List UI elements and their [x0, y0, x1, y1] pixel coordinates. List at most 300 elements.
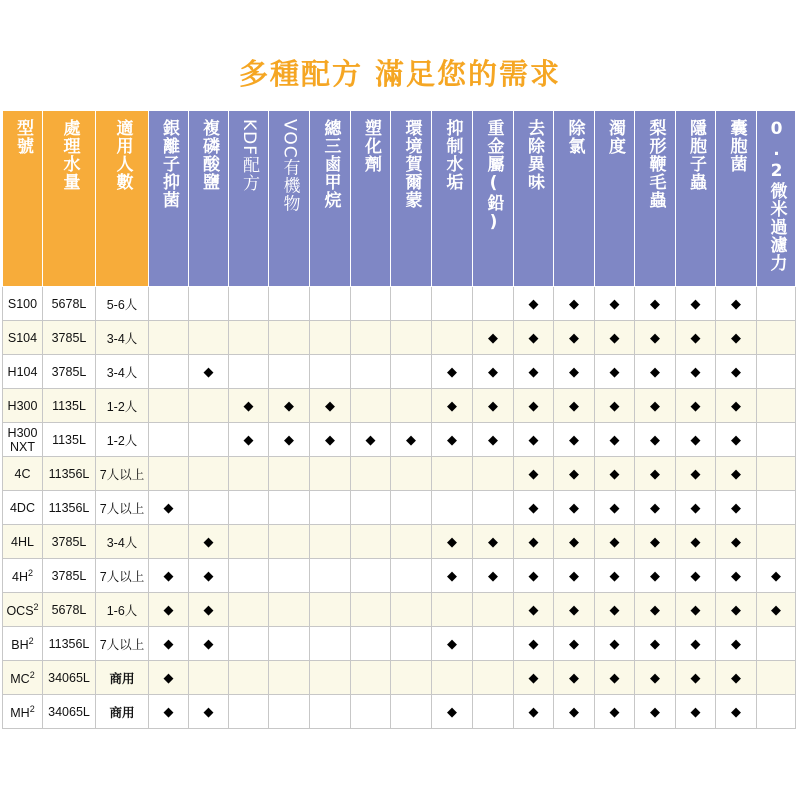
- header-feature: 銀離子抑菌: [149, 111, 189, 287]
- header-feature: 濁度: [595, 111, 635, 287]
- model-cell: S104: [3, 321, 43, 355]
- feature-cell: [514, 457, 554, 491]
- diamond-icon: ◆: [569, 601, 579, 617]
- feature-cell: [676, 457, 716, 491]
- feature-cell: [595, 321, 635, 355]
- diamond-icon: ◆: [650, 635, 660, 651]
- diamond-icon: ◆: [569, 465, 579, 481]
- feature-cell: [310, 389, 351, 423]
- feature-cell: [149, 457, 189, 491]
- feature-cell: [432, 491, 473, 525]
- diamond-icon: ◆: [690, 363, 701, 379]
- feature-cell: [391, 355, 432, 389]
- feature-cell: [676, 559, 716, 593]
- capacity-cell: 11356L: [43, 457, 96, 491]
- table-row: [3, 627, 796, 661]
- diamond-icon: ◆: [731, 533, 741, 549]
- diamond-icon: ◆: [690, 703, 701, 719]
- people-cell: 1-2人: [96, 423, 149, 457]
- capacity-cell: 3785L: [43, 321, 96, 355]
- page-title: 多種配方 滿足您的需求: [238, 57, 562, 91]
- diamond-icon: ◆: [609, 499, 620, 515]
- feature-cell: [635, 355, 676, 389]
- diamond-icon: ◆: [528, 295, 539, 311]
- feature-cell: [351, 593, 391, 627]
- feature-cell: [149, 389, 189, 423]
- feature-cell: [635, 661, 676, 695]
- feature-cell: [149, 593, 189, 627]
- diamond-icon: ◆: [528, 601, 539, 617]
- diamond-icon: ◆: [609, 669, 620, 685]
- people-cell: 商用: [96, 661, 149, 695]
- feature-cell: [716, 321, 757, 355]
- feature-cell: [351, 389, 391, 423]
- diamond-icon: ◆: [609, 601, 620, 617]
- people-cell: 1-2人: [96, 389, 149, 423]
- feature-cell: [514, 389, 554, 423]
- header-feature: 環境賀爾蒙: [391, 111, 432, 287]
- feature-cell: [635, 287, 676, 321]
- feature-cell: [351, 355, 391, 389]
- model-cell: S100: [3, 287, 43, 321]
- table-row: [3, 355, 796, 389]
- feature-cell: [310, 661, 351, 695]
- feature-cell: [189, 355, 229, 389]
- diamond-icon: ◆: [731, 329, 741, 345]
- feature-cell: [514, 559, 554, 593]
- header-feature: 總三鹵甲烷: [310, 111, 351, 287]
- people-cell: 3-4人: [96, 321, 149, 355]
- model-cell: 4C: [3, 457, 43, 491]
- feature-cell: [229, 287, 269, 321]
- diamond-icon: ◆: [609, 431, 620, 447]
- feature-cell: [189, 593, 229, 627]
- feature-cell: [229, 559, 269, 593]
- feature-cell: [432, 525, 473, 559]
- model-cell: H300 NXT: [3, 423, 43, 457]
- header-feature: 隱胞子蟲: [676, 111, 716, 287]
- feature-cell: [473, 593, 514, 627]
- feature-cell: [716, 559, 757, 593]
- feature-cell: [554, 355, 595, 389]
- header-feature: 抑制水垢: [432, 111, 473, 287]
- diamond-icon: ◆: [650, 295, 660, 311]
- feature-cell: [310, 695, 351, 729]
- feature-cell: [635, 321, 676, 355]
- feature-cell: [391, 287, 432, 321]
- diamond-icon: ◆: [650, 567, 660, 583]
- diamond-icon: ◆: [771, 567, 781, 583]
- feature-cell: [635, 559, 676, 593]
- feature-cell: [757, 423, 796, 457]
- table-row: [3, 491, 796, 525]
- diamond-icon: ◆: [731, 669, 741, 685]
- diamond-icon: ◆: [325, 431, 335, 447]
- feature-cell: [269, 627, 310, 661]
- feature-cell: [229, 389, 269, 423]
- table-row: [3, 389, 796, 423]
- feature-cell: [229, 593, 269, 627]
- table-row: [3, 593, 796, 627]
- model-cell: 4HL: [3, 525, 43, 559]
- diamond-icon: ◆: [569, 431, 579, 447]
- feature-cell: [595, 355, 635, 389]
- diamond-icon: ◆: [528, 669, 539, 685]
- diamond-icon: ◆: [447, 635, 457, 651]
- diamond-icon: ◆: [569, 363, 579, 379]
- feature-cell: [432, 559, 473, 593]
- feature-cell: [229, 695, 269, 729]
- feature-cell: [391, 593, 432, 627]
- diamond-icon: ◆: [650, 397, 660, 413]
- diamond-icon: ◆: [690, 533, 701, 549]
- feature-cell: [595, 661, 635, 695]
- feature-cell: [635, 389, 676, 423]
- feature-cell: [757, 491, 796, 525]
- feature-cell: [269, 321, 310, 355]
- diamond-icon: ◆: [569, 669, 579, 685]
- feature-cell: [757, 525, 796, 559]
- feature-cell: [554, 593, 595, 627]
- feature-cell: [432, 661, 473, 695]
- diamond-icon: ◆: [690, 329, 701, 345]
- diamond-icon: ◆: [488, 533, 498, 549]
- diamond-icon: ◆: [528, 567, 539, 583]
- feature-cell: [391, 695, 432, 729]
- feature-cell: [351, 627, 391, 661]
- diamond-icon: ◆: [488, 431, 498, 447]
- feature-cell: [554, 287, 595, 321]
- diamond-icon: ◆: [528, 703, 539, 719]
- feature-cell: [351, 695, 391, 729]
- table-row: [3, 423, 796, 457]
- feature-cell: [391, 559, 432, 593]
- table-body: [3, 287, 796, 729]
- table-row: [3, 457, 796, 491]
- diamond-icon: ◆: [406, 431, 416, 447]
- diamond-icon: ◆: [731, 431, 741, 447]
- diamond-icon: ◆: [365, 431, 376, 447]
- feature-cell: [391, 389, 432, 423]
- feature-cell: [595, 695, 635, 729]
- feature-cell: [716, 389, 757, 423]
- feature-cell: [595, 559, 635, 593]
- capacity-cell: 34065L: [43, 695, 96, 729]
- diamond-icon: ◆: [447, 533, 457, 549]
- feature-cell: [473, 695, 514, 729]
- feature-cell: [757, 627, 796, 661]
- feature-cell: [391, 321, 432, 355]
- feature-cell: [189, 287, 229, 321]
- feature-cell: [473, 491, 514, 525]
- feature-cell: [269, 593, 310, 627]
- feature-cell: [229, 457, 269, 491]
- feature-cell: [554, 457, 595, 491]
- feature-cell: [473, 525, 514, 559]
- feature-cell: [473, 559, 514, 593]
- table-row: [3, 525, 796, 559]
- diamond-icon: ◆: [488, 397, 498, 413]
- diamond-icon: ◆: [650, 703, 660, 719]
- feature-cell: [595, 525, 635, 559]
- header-feature: 塑化劑: [351, 111, 391, 287]
- table-row: [3, 321, 796, 355]
- feature-cell: [716, 627, 757, 661]
- diamond-icon: ◆: [690, 669, 701, 685]
- people-cell: 1-6人: [96, 593, 149, 627]
- feature-cell: [432, 389, 473, 423]
- model-cell: $MH^2$: [3, 695, 43, 729]
- feature-cell: [757, 457, 796, 491]
- feature-cell: [229, 661, 269, 695]
- feature-cell: [757, 355, 796, 389]
- feature-cell: [391, 525, 432, 559]
- diamond-icon: ◆: [569, 329, 579, 345]
- diamond-icon: ◆: [528, 465, 539, 481]
- feature-cell: [269, 525, 310, 559]
- feature-cell: [310, 423, 351, 457]
- feature-cell: [189, 423, 229, 457]
- feature-cell: [716, 661, 757, 695]
- header-feature: 複磷酸鹽: [189, 111, 229, 287]
- header-capacity: 處理水量: [43, 111, 96, 287]
- feature-cell: [757, 287, 796, 321]
- feature-cell: [554, 525, 595, 559]
- diamond-icon: ◆: [203, 363, 214, 379]
- diamond-icon: ◆: [609, 703, 620, 719]
- feature-cell: [716, 287, 757, 321]
- diamond-icon: ◆: [650, 431, 660, 447]
- header-feature: KDF配方: [229, 111, 269, 287]
- diamond-icon: ◆: [650, 329, 660, 345]
- feature-cell: [635, 525, 676, 559]
- diamond-icon: ◆: [569, 397, 579, 413]
- diamond-icon: ◆: [569, 703, 579, 719]
- feature-cell: [757, 661, 796, 695]
- diamond-icon: ◆: [163, 567, 174, 583]
- header-model: 型號: [3, 111, 43, 287]
- diamond-icon: ◆: [731, 635, 741, 651]
- feature-cell: [189, 525, 229, 559]
- people-cell: 7人以上: [96, 559, 149, 593]
- diamond-icon: ◆: [447, 567, 457, 583]
- feature-cell: [595, 389, 635, 423]
- feature-cell: [676, 321, 716, 355]
- feature-cell: [310, 525, 351, 559]
- feature-cell: [269, 389, 310, 423]
- diamond-icon: ◆: [447, 397, 457, 413]
- diamond-icon: ◆: [731, 567, 741, 583]
- feature-cell: [473, 355, 514, 389]
- model-cell: $4H^2$: [3, 559, 43, 593]
- capacity-cell: 34065L: [43, 661, 96, 695]
- diamond-icon: ◆: [528, 499, 539, 515]
- feature-cell: [310, 321, 351, 355]
- diamond-icon: ◆: [488, 363, 498, 379]
- capacity-cell: 5678L: [43, 593, 96, 627]
- feature-cell: [229, 423, 269, 457]
- diamond-icon: ◆: [163, 499, 174, 515]
- feature-cell: [149, 491, 189, 525]
- feature-cell: [595, 491, 635, 525]
- feature-cell: [432, 457, 473, 491]
- feature-cell: [229, 321, 269, 355]
- diamond-icon: ◆: [203, 567, 214, 583]
- diamond-icon: ◆: [609, 295, 620, 311]
- feature-cell: [269, 355, 310, 389]
- header-feature: 梨形鞭毛蟲: [635, 111, 676, 287]
- diamond-icon: ◆: [163, 601, 174, 617]
- capacity-cell: 3785L: [43, 355, 96, 389]
- feature-cell: [554, 491, 595, 525]
- diamond-icon: ◆: [609, 329, 620, 345]
- diamond-icon: ◆: [203, 635, 214, 651]
- feature-cell: [473, 287, 514, 321]
- people-cell: 商用: [96, 695, 149, 729]
- diamond-icon: ◆: [650, 601, 660, 617]
- feature-cell: [676, 661, 716, 695]
- header-feature: 重金屬(鉛): [473, 111, 514, 287]
- diamond-icon: ◆: [731, 397, 741, 413]
- diamond-icon: ◆: [569, 635, 579, 651]
- diamond-icon: ◆: [609, 363, 620, 379]
- capacity-cell: 3785L: [43, 559, 96, 593]
- feature-cell: [310, 287, 351, 321]
- feature-cell: [473, 457, 514, 491]
- feature-cell: [554, 559, 595, 593]
- diamond-icon: ◆: [690, 431, 701, 447]
- diamond-icon: ◆: [243, 431, 254, 447]
- feature-cell: [351, 423, 391, 457]
- diamond-icon: ◆: [528, 329, 539, 345]
- table-row: [3, 559, 796, 593]
- diamond-icon: ◆: [690, 601, 701, 617]
- diamond-icon: ◆: [609, 533, 620, 549]
- feature-cell: [189, 457, 229, 491]
- feature-cell: [595, 627, 635, 661]
- diamond-icon: ◆: [528, 635, 539, 651]
- diamond-icon: ◆: [569, 533, 579, 549]
- feature-cell: [514, 491, 554, 525]
- feature-cell: [635, 491, 676, 525]
- feature-cell: [757, 559, 796, 593]
- feature-cell: [716, 695, 757, 729]
- feature-cell: [391, 423, 432, 457]
- diamond-icon: ◆: [609, 635, 620, 651]
- feature-cell: [189, 321, 229, 355]
- feature-cell: [432, 627, 473, 661]
- feature-cell: [676, 389, 716, 423]
- diamond-icon: ◆: [731, 465, 741, 481]
- model-cell: $BH^2$: [3, 627, 43, 661]
- feature-cell: [269, 661, 310, 695]
- feature-cell: [473, 627, 514, 661]
- capacity-cell: 5678L: [43, 287, 96, 321]
- feature-cell: [635, 695, 676, 729]
- feature-cell: [189, 491, 229, 525]
- filter-spec-table: [2, 110, 796, 729]
- feature-cell: [189, 627, 229, 661]
- feature-cell: [676, 525, 716, 559]
- feature-cell: [149, 423, 189, 457]
- feature-cell: [149, 287, 189, 321]
- diamond-icon: ◆: [650, 363, 660, 379]
- diamond-icon: ◆: [447, 363, 457, 379]
- diamond-icon: ◆: [203, 601, 214, 617]
- diamond-icon: ◆: [731, 295, 741, 311]
- diamond-icon: ◆: [488, 329, 498, 345]
- diamond-icon: ◆: [163, 669, 174, 685]
- capacity-cell: 11356L: [43, 491, 96, 525]
- diamond-icon: ◆: [690, 465, 701, 481]
- diamond-icon: ◆: [731, 601, 741, 617]
- diamond-icon: ◆: [609, 397, 620, 413]
- feature-cell: [676, 423, 716, 457]
- diamond-icon: ◆: [771, 601, 781, 617]
- diamond-icon: ◆: [243, 397, 254, 413]
- feature-cell: [351, 321, 391, 355]
- feature-cell: [229, 525, 269, 559]
- feature-cell: [310, 559, 351, 593]
- feature-cell: [595, 423, 635, 457]
- feature-cell: [432, 593, 473, 627]
- table-row: [3, 287, 796, 321]
- diamond-icon: ◆: [650, 669, 660, 685]
- feature-cell: [149, 695, 189, 729]
- feature-cell: [716, 491, 757, 525]
- feature-cell: [149, 355, 189, 389]
- feature-cell: [757, 389, 796, 423]
- table-row: [3, 695, 796, 729]
- capacity-cell: 1135L: [43, 423, 96, 457]
- feature-cell: [351, 661, 391, 695]
- diamond-icon: ◆: [731, 703, 741, 719]
- feature-cell: [391, 627, 432, 661]
- diamond-icon: ◆: [284, 397, 294, 413]
- diamond-icon: ◆: [650, 499, 660, 515]
- feature-cell: [351, 287, 391, 321]
- diamond-icon: ◆: [203, 703, 214, 719]
- feature-cell: [676, 593, 716, 627]
- feature-cell: [432, 695, 473, 729]
- header-people: 適用人數: [96, 111, 149, 287]
- model-cell: $MC^2$: [3, 661, 43, 695]
- feature-cell: [595, 457, 635, 491]
- people-cell: 3-4人: [96, 525, 149, 559]
- feature-cell: [269, 695, 310, 729]
- diamond-icon: ◆: [163, 635, 174, 651]
- diamond-icon: ◆: [690, 397, 701, 413]
- feature-cell: [757, 321, 796, 355]
- feature-cell: [635, 457, 676, 491]
- feature-cell: [554, 389, 595, 423]
- table-row: [3, 661, 796, 695]
- feature-cell: [189, 695, 229, 729]
- feature-cell: [269, 423, 310, 457]
- feature-cell: [351, 559, 391, 593]
- feature-cell: [391, 491, 432, 525]
- feature-cell: [635, 593, 676, 627]
- feature-cell: [310, 457, 351, 491]
- feature-cell: [716, 355, 757, 389]
- header-feature: VOC有機物: [269, 111, 310, 287]
- feature-cell: [391, 661, 432, 695]
- diamond-icon: ◆: [528, 397, 539, 413]
- diamond-icon: ◆: [284, 431, 294, 447]
- diamond-icon: ◆: [447, 703, 457, 719]
- feature-cell: [432, 355, 473, 389]
- feature-cell: [514, 627, 554, 661]
